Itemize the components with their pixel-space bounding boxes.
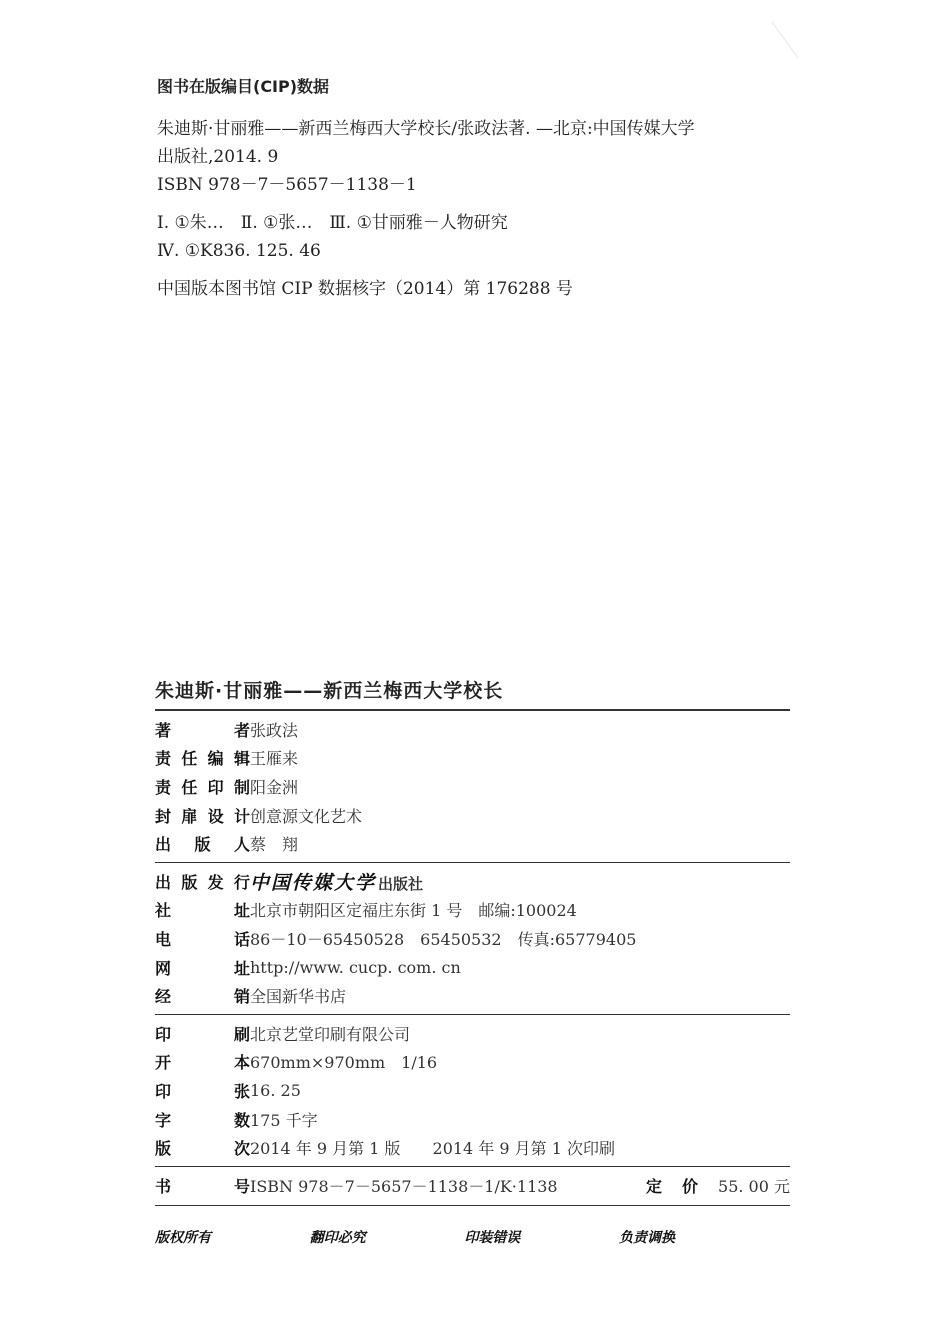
row-value: 王雁来 bbox=[250, 749, 299, 769]
row-value: 86－10－65450528 65450532 传真:65779405 bbox=[250, 929, 637, 949]
cip-line: Ⅰ. ①朱… Ⅱ. ①张… Ⅲ. ①甘丽雅－人物研究 bbox=[157, 213, 508, 233]
row-value: 张政法 bbox=[250, 720, 299, 740]
row-label: 书 号 bbox=[155, 1177, 250, 1197]
contact-row bbox=[155, 981, 790, 1010]
cip-line: 中国版本图书馆 CIP 数据核字（2014）第 176288 号 bbox=[157, 279, 573, 299]
cip-line: Ⅳ. ①K836. 125. 46 bbox=[157, 241, 321, 261]
notice-item: 负责调换 bbox=[618, 1230, 675, 1246]
publisher-logo: 中国传媒大学 bbox=[250, 871, 377, 894]
row-label: 版 次 bbox=[155, 1139, 250, 1159]
publisher-section bbox=[155, 863, 790, 1015]
credit-row bbox=[155, 744, 790, 773]
credit-row bbox=[155, 829, 790, 858]
notice-item: 印装错误 bbox=[464, 1230, 521, 1246]
notice-item: 翻印必究 bbox=[309, 1230, 366, 1246]
printing-row bbox=[155, 1076, 790, 1105]
row-label: 网 址 bbox=[155, 958, 250, 978]
row-label: 责 任 编 辑 bbox=[155, 749, 250, 769]
price-group bbox=[646, 1174, 790, 1197]
printing-row bbox=[155, 1105, 790, 1134]
credit-row bbox=[155, 801, 790, 830]
row-value: 全国新华书店 bbox=[250, 987, 347, 1007]
notice-item: 版权所有 bbox=[155, 1230, 211, 1246]
isbn-row bbox=[155, 1167, 790, 1206]
printing-row bbox=[155, 1048, 790, 1077]
colophon bbox=[155, 676, 790, 1206]
price-value: 55. 00 元 bbox=[718, 1177, 790, 1197]
credit-row bbox=[155, 715, 790, 744]
contact-row bbox=[155, 953, 790, 982]
row-label: 责 任 印 制 bbox=[155, 777, 250, 797]
contact-row bbox=[155, 924, 790, 953]
row-label: 字 数 bbox=[155, 1110, 250, 1130]
website-value: http://www. cucp. com. cn bbox=[250, 957, 461, 977]
row-value: 北京艺堂印刷有限公司 bbox=[250, 1024, 411, 1044]
publisher-suffix: 出版社 bbox=[378, 874, 424, 893]
row-label: 著 者 bbox=[155, 720, 250, 740]
printing-row bbox=[155, 1019, 790, 1048]
row-value: 蔡 翔 bbox=[250, 835, 299, 855]
book-title: 朱迪斯·甘丽雅——新西兰梅西大学校长 bbox=[155, 676, 790, 711]
publisher-row bbox=[155, 867, 790, 896]
row-value: 175 千字 bbox=[250, 1110, 318, 1130]
row-value: 16. 25 bbox=[250, 1080, 301, 1100]
row-label: 印 张 bbox=[155, 1081, 250, 1101]
credit-row bbox=[155, 772, 790, 801]
cip-line: 出版社,2014. 9 bbox=[157, 147, 279, 167]
row-label: 经 销 bbox=[155, 987, 250, 1007]
row-label: 社 址 bbox=[155, 901, 250, 921]
row-value: 阳金洲 bbox=[250, 777, 299, 797]
row-label: 出 版 发 行 bbox=[155, 872, 250, 892]
copyright-notice bbox=[155, 1227, 675, 1247]
row-value: 670mm×970mm 1/16 bbox=[250, 1053, 438, 1073]
isbn-group bbox=[155, 1174, 558, 1197]
row-label: 印 刷 bbox=[155, 1024, 250, 1044]
row-label: 封 扉 设 计 bbox=[155, 806, 250, 826]
contact-row bbox=[155, 896, 790, 925]
cip-title: 图书在版编目(CIP)数据 bbox=[157, 77, 330, 96]
printing-row bbox=[155, 1133, 790, 1162]
row-label: 出 版 人 bbox=[155, 835, 250, 855]
row-value: 2014 年 9 月第 1 版 2014 年 9 月第 1 次印刷 bbox=[250, 1139, 616, 1159]
cip-line: 朱迪斯·甘丽雅——新西兰梅西大学校长/张政法著. —北京:中国传媒大学 bbox=[157, 119, 695, 139]
isbn-value: ISBN 978－7－5657－1138－1/K·1138 bbox=[250, 1177, 558, 1197]
publisher-name bbox=[250, 868, 423, 895]
cip-block bbox=[157, 74, 797, 303]
price-label: 定 价 bbox=[646, 1177, 699, 1197]
row-value: 北京市朝阳区定福庄东街 1 号 邮编:100024 bbox=[250, 901, 577, 921]
cip-line: ISBN 978－7－5657－1138－1 bbox=[157, 175, 417, 195]
row-value: 创意源文化艺术 bbox=[250, 806, 363, 826]
row-label: 开 本 bbox=[155, 1053, 250, 1073]
corner-scan-mark bbox=[770, 20, 800, 60]
printing-section bbox=[155, 1015, 790, 1167]
row-label: 电 话 bbox=[155, 929, 250, 949]
credits-section bbox=[155, 711, 790, 863]
